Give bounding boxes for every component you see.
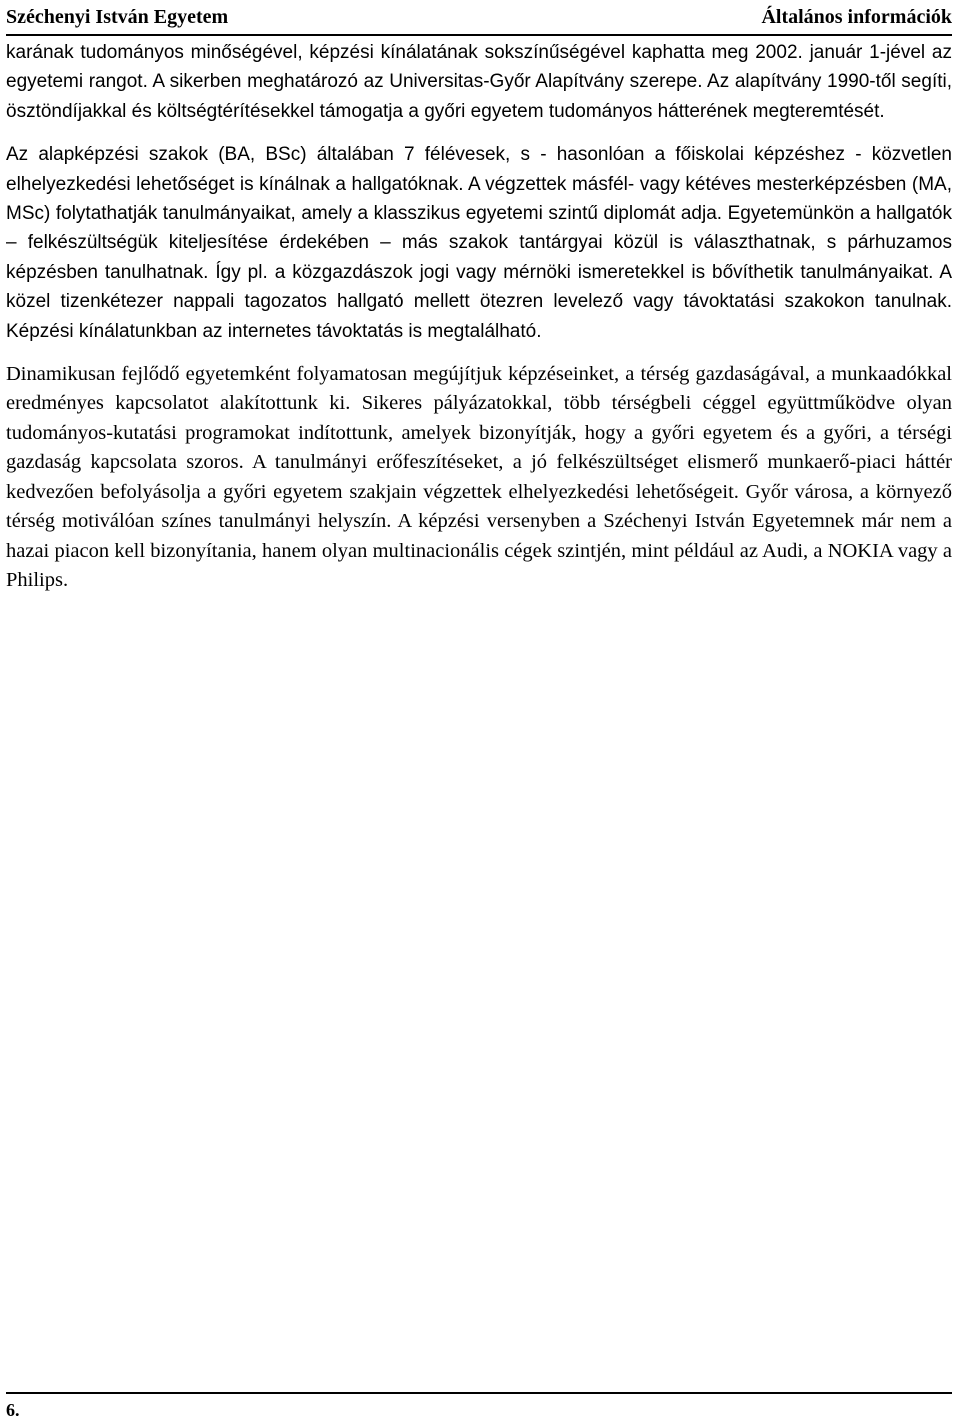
body-text <box>6 38 952 609</box>
header-institution: Széchenyi István Egyetem <box>6 5 229 28</box>
page-number: 6. <box>6 1400 20 1420</box>
page-header <box>6 2 952 32</box>
paragraph-3: Dinamikusan fejlődő egyetemként folyamatosan megújítjuk képzéseinket, a térség gazdaságával, a munkaadókkal eredményes kapcsolatot alakítottunk ki. Sikeres pályázatokkal, több térségbeli céggel együttműködve olyan tudományos-kutatási programokat indítottunk, amelyek bizonyítják, hogy a győri egyetem és a győri, a térségi gazdaság kapcsolata szoros. A tanulmányi erőfeszítéseket, a jó felkészültséget elismerő munkaerő-piaci háttér kedvezően befolyásolja a győri egyetem szakjain végzettek elhelyezkedési lehetőségeit. Győr városa, a környező térség motiválóan színes tanulmányi helyszín. A képzési versenyben a Széchenyi István Egyetemnek már nem a hazai piacon kell bizonyítania, hanem olyan multinacionális cégek szintjén, mint például az Audi, a NOKIA vagy a Philips. <box>6 363 952 591</box>
footer-divider <box>6 1392 952 1394</box>
header-section-title: Általános információk <box>761 5 952 28</box>
header-divider <box>6 34 952 36</box>
paragraph-1: karának tudományos minőségével, képzési kínálatának sokszínűségével kaphatta meg 2002. január 1-jével az egyetemi rangot. A sikerben meghatározó az Universitas-Győr Alapítvány szerepe. Az alapítvány 1990-től segíti, ösztöndíjakkal és költségtérítésekkel támogatja a győri egyetem tudományos hátterének megteremtését. <box>6 42 952 122</box>
paragraph-2: Az alapképzési szakok (BA, BSc) általában 7 félévesek, s - hasonlóan a főiskolai képzéshez - közvetlen elhelyezkedési lehetőséget is kínálnak a hallgatóknak. A végzettek másfél- vagy kétéves mesterképzésben (MA, MSc) folytathatják tanulmányaikat, amely a klasszikus egyetemi szintű diplomát adja. Egyetemünkön a hallgatók – felkészültségük kiteljesítése érdekében – más szakok tantárgyai közül is választhatnak, s párhuzamos képzésben tanulhatnak. Így pl. a közgazdászok jogi vagy mérnöki ismeretekkel is bővíthetik tanulmányaikat. A közel tizenkétezer nappali tagozatos hallgató mellett ötezren levelező vagy távoktatási szakokon tanulnak. Képzési kínálatunkban az internetes távoktatás is megtalálható. <box>6 144 952 342</box>
